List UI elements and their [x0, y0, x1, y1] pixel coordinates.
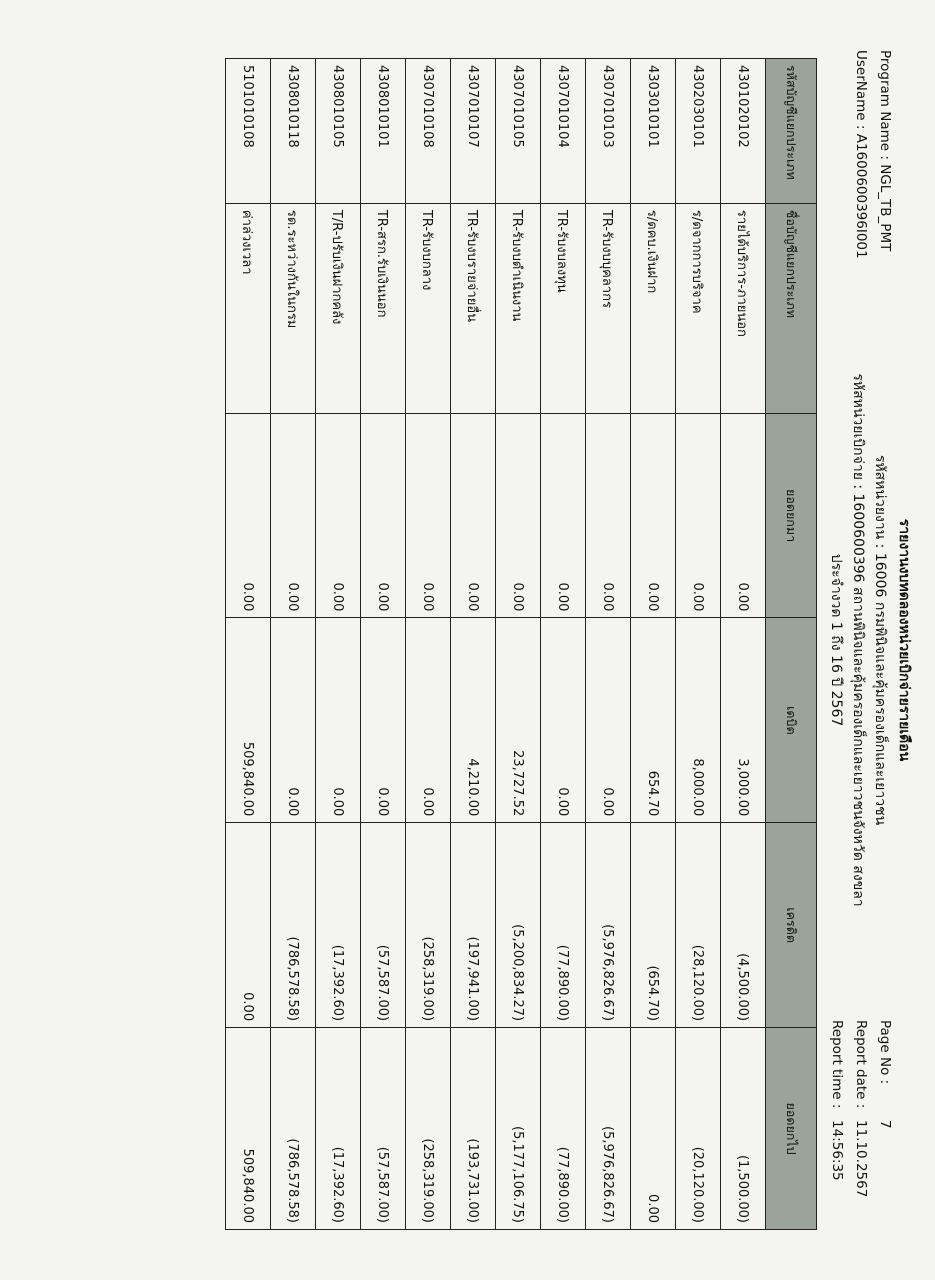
table-row — [226, 59, 271, 1230]
carried-forward-cell: 0.00 — [631, 1028, 676, 1230]
carried-forward-cell: (258,319.00) — [406, 1028, 451, 1230]
table-row — [271, 59, 316, 1230]
debit-cell: 0.00 — [541, 618, 586, 823]
account-name-cell: ร/ดจากการบริจาค — [676, 203, 721, 413]
report-time-label: Report time : — [829, 1020, 845, 1109]
credit-cell: (258,319.00) — [406, 823, 451, 1028]
balance-forward-cell: 0.00 — [721, 413, 766, 618]
report-title: รายงานงบทดลองหน่วยเบิกจ่ายรายเดือน — [896, 518, 912, 762]
account-code-cell: 4307010103 — [586, 59, 631, 204]
carried-forward-cell: 509,840.00 — [226, 1028, 271, 1230]
carried-forward-cell: (1,500.00) — [721, 1028, 766, 1230]
debit-cell: 0.00 — [316, 618, 361, 823]
account-code-cell: 4307010108 — [406, 59, 451, 204]
account-name-cell: TR-รับงบกลาง — [406, 203, 451, 413]
account-code-cell: 4308010105 — [316, 59, 361, 204]
credit-cell: (5,976,826.67) — [586, 823, 631, 1028]
account-name-cell: T/R-ปรับเงินฝากคลัง — [316, 203, 361, 413]
disbursing-unit-line: รหัสหน่วยเบิกจ่าย : 1600600396 สถานพินิจและคุ้มครองเด็กและเยาวชนจังหวัด สงขลา — [850, 373, 866, 907]
table-row — [496, 59, 541, 1230]
balance-forward-cell: 0.00 — [451, 413, 496, 618]
carried-forward-cell: (57,587.00) — [361, 1028, 406, 1230]
debit-cell: 0.00 — [361, 618, 406, 823]
debit-cell: 4,210.00 — [451, 618, 496, 823]
debit-cell: 0.00 — [586, 618, 631, 823]
credit-cell: (57,587.00) — [361, 823, 406, 1028]
ledger-table — [225, 58, 817, 1230]
table-row — [631, 59, 676, 1230]
account-name-cell: ค่าล่วงเวลา — [226, 203, 271, 413]
column-header: ยอดยกมา — [766, 413, 817, 618]
account-code-cell: 5101010108 — [226, 59, 271, 204]
debit-cell: 509,840.00 — [226, 618, 271, 823]
credit-cell: (654.70) — [631, 823, 676, 1028]
report-date-label: Report date : — [853, 1020, 869, 1109]
balance-forward-cell: 0.00 — [631, 413, 676, 618]
debit-cell: 0.00 — [271, 618, 316, 823]
account-code-cell: 4307010105 — [496, 59, 541, 204]
carried-forward-cell: (786,578.58) — [271, 1028, 316, 1230]
user-name: UserName : A1600600396I001 — [853, 50, 869, 259]
carried-forward-cell: (17,392.60) — [316, 1028, 361, 1230]
account-name-cell: ร/ดคบ.เงินฝาก — [631, 203, 676, 413]
table-row — [541, 59, 586, 1230]
account-name-cell: TR-รับงบบุคลากร — [586, 203, 631, 413]
account-name-cell: รด.ระหว่างกันในกรม — [271, 203, 316, 413]
account-code-cell: 4301020102 — [721, 59, 766, 204]
balance-forward-cell: 0.00 — [496, 413, 541, 618]
table-header-row — [766, 59, 817, 1230]
credit-cell: (4,500.00) — [721, 823, 766, 1028]
column-header: ยอดยกไป — [766, 1028, 817, 1230]
account-code-cell: 4307010107 — [451, 59, 496, 204]
balance-forward-cell: 0.00 — [586, 413, 631, 618]
balance-forward-cell: 0.00 — [226, 413, 271, 618]
table-row — [721, 59, 766, 1230]
account-name-cell: TR-สรก.รับเงินนอก — [361, 203, 406, 413]
column-header: ชื่อบัญชีแยกประเภท — [766, 203, 817, 413]
column-header: เดบิต — [766, 618, 817, 823]
carried-forward-cell: (20,120.00) — [676, 1028, 721, 1230]
page-no-label: Page No : — [877, 1020, 893, 1085]
account-name-cell: TR-รับงบดำเนินงาน — [496, 203, 541, 413]
balance-forward-cell: 0.00 — [406, 413, 451, 618]
debit-cell: 8,000.00 — [676, 618, 721, 823]
credit-cell: 0.00 — [226, 823, 271, 1028]
balance-forward-cell: 0.00 — [271, 413, 316, 618]
debit-cell: 23,727.52 — [496, 618, 541, 823]
credit-cell: (77,890.00) — [541, 823, 586, 1028]
table-row — [676, 59, 721, 1230]
account-code-cell: 4308010118 — [271, 59, 316, 204]
column-header: รหัสบัญชีแยกประเภท — [766, 59, 817, 204]
table-row — [406, 59, 451, 1230]
report-date-value: 11.10.2567 — [853, 1120, 869, 1198]
credit-cell: (5,200,834.27) — [496, 823, 541, 1028]
credit-cell: (28,120.00) — [676, 823, 721, 1028]
credit-cell: (197,941.00) — [451, 823, 496, 1028]
balance-forward-cell: 0.00 — [541, 413, 586, 618]
carried-forward-cell: (77,890.00) — [541, 1028, 586, 1230]
column-header: เครดิต — [766, 823, 817, 1028]
credit-cell: (786,578.58) — [271, 823, 316, 1028]
debit-cell: 3,000.00 — [721, 618, 766, 823]
agency-line: รหัสหน่วยงาน : 16006 กรมพินิจและคุ้มครองเด็กและเยาวชน — [872, 454, 888, 826]
debit-cell: 654.70 — [631, 618, 676, 823]
account-name-cell: รายได้บริการ-ภายนอก — [721, 203, 766, 413]
carried-forward-cell: (5,177,106.75) — [496, 1028, 541, 1230]
debit-cell: 0.00 — [406, 618, 451, 823]
table-row — [586, 59, 631, 1230]
page-no-value: 7 — [877, 1120, 893, 1129]
carried-forward-cell: (5,976,826.67) — [586, 1028, 631, 1230]
carried-forward-cell: (193,731.00) — [451, 1028, 496, 1230]
account-code-cell: 4302030101 — [676, 59, 721, 204]
account-name-cell: TR-รับงบรายจ่ายอื่น — [451, 203, 496, 413]
account-code-cell: 4308010101 — [361, 59, 406, 204]
period-line: ประจำงวด 1 ถึง 16 ปี 2567 — [828, 553, 844, 727]
program-name: Program Name : NGL_TB_PMT — [877, 50, 893, 252]
credit-cell: (17,392.60) — [316, 823, 361, 1028]
report-time-value: 14:56:35 — [829, 1120, 845, 1181]
balance-forward-cell: 0.00 — [316, 413, 361, 618]
account-code-cell: 4307010104 — [541, 59, 586, 204]
account-name-cell: TR-รับงบลงทุน — [541, 203, 586, 413]
table-row — [451, 59, 496, 1230]
table-row — [361, 59, 406, 1230]
balance-forward-cell: 0.00 — [676, 413, 721, 618]
balance-forward-cell: 0.00 — [361, 413, 406, 618]
table-row — [316, 59, 361, 1230]
account-code-cell: 4303010101 — [631, 59, 676, 204]
